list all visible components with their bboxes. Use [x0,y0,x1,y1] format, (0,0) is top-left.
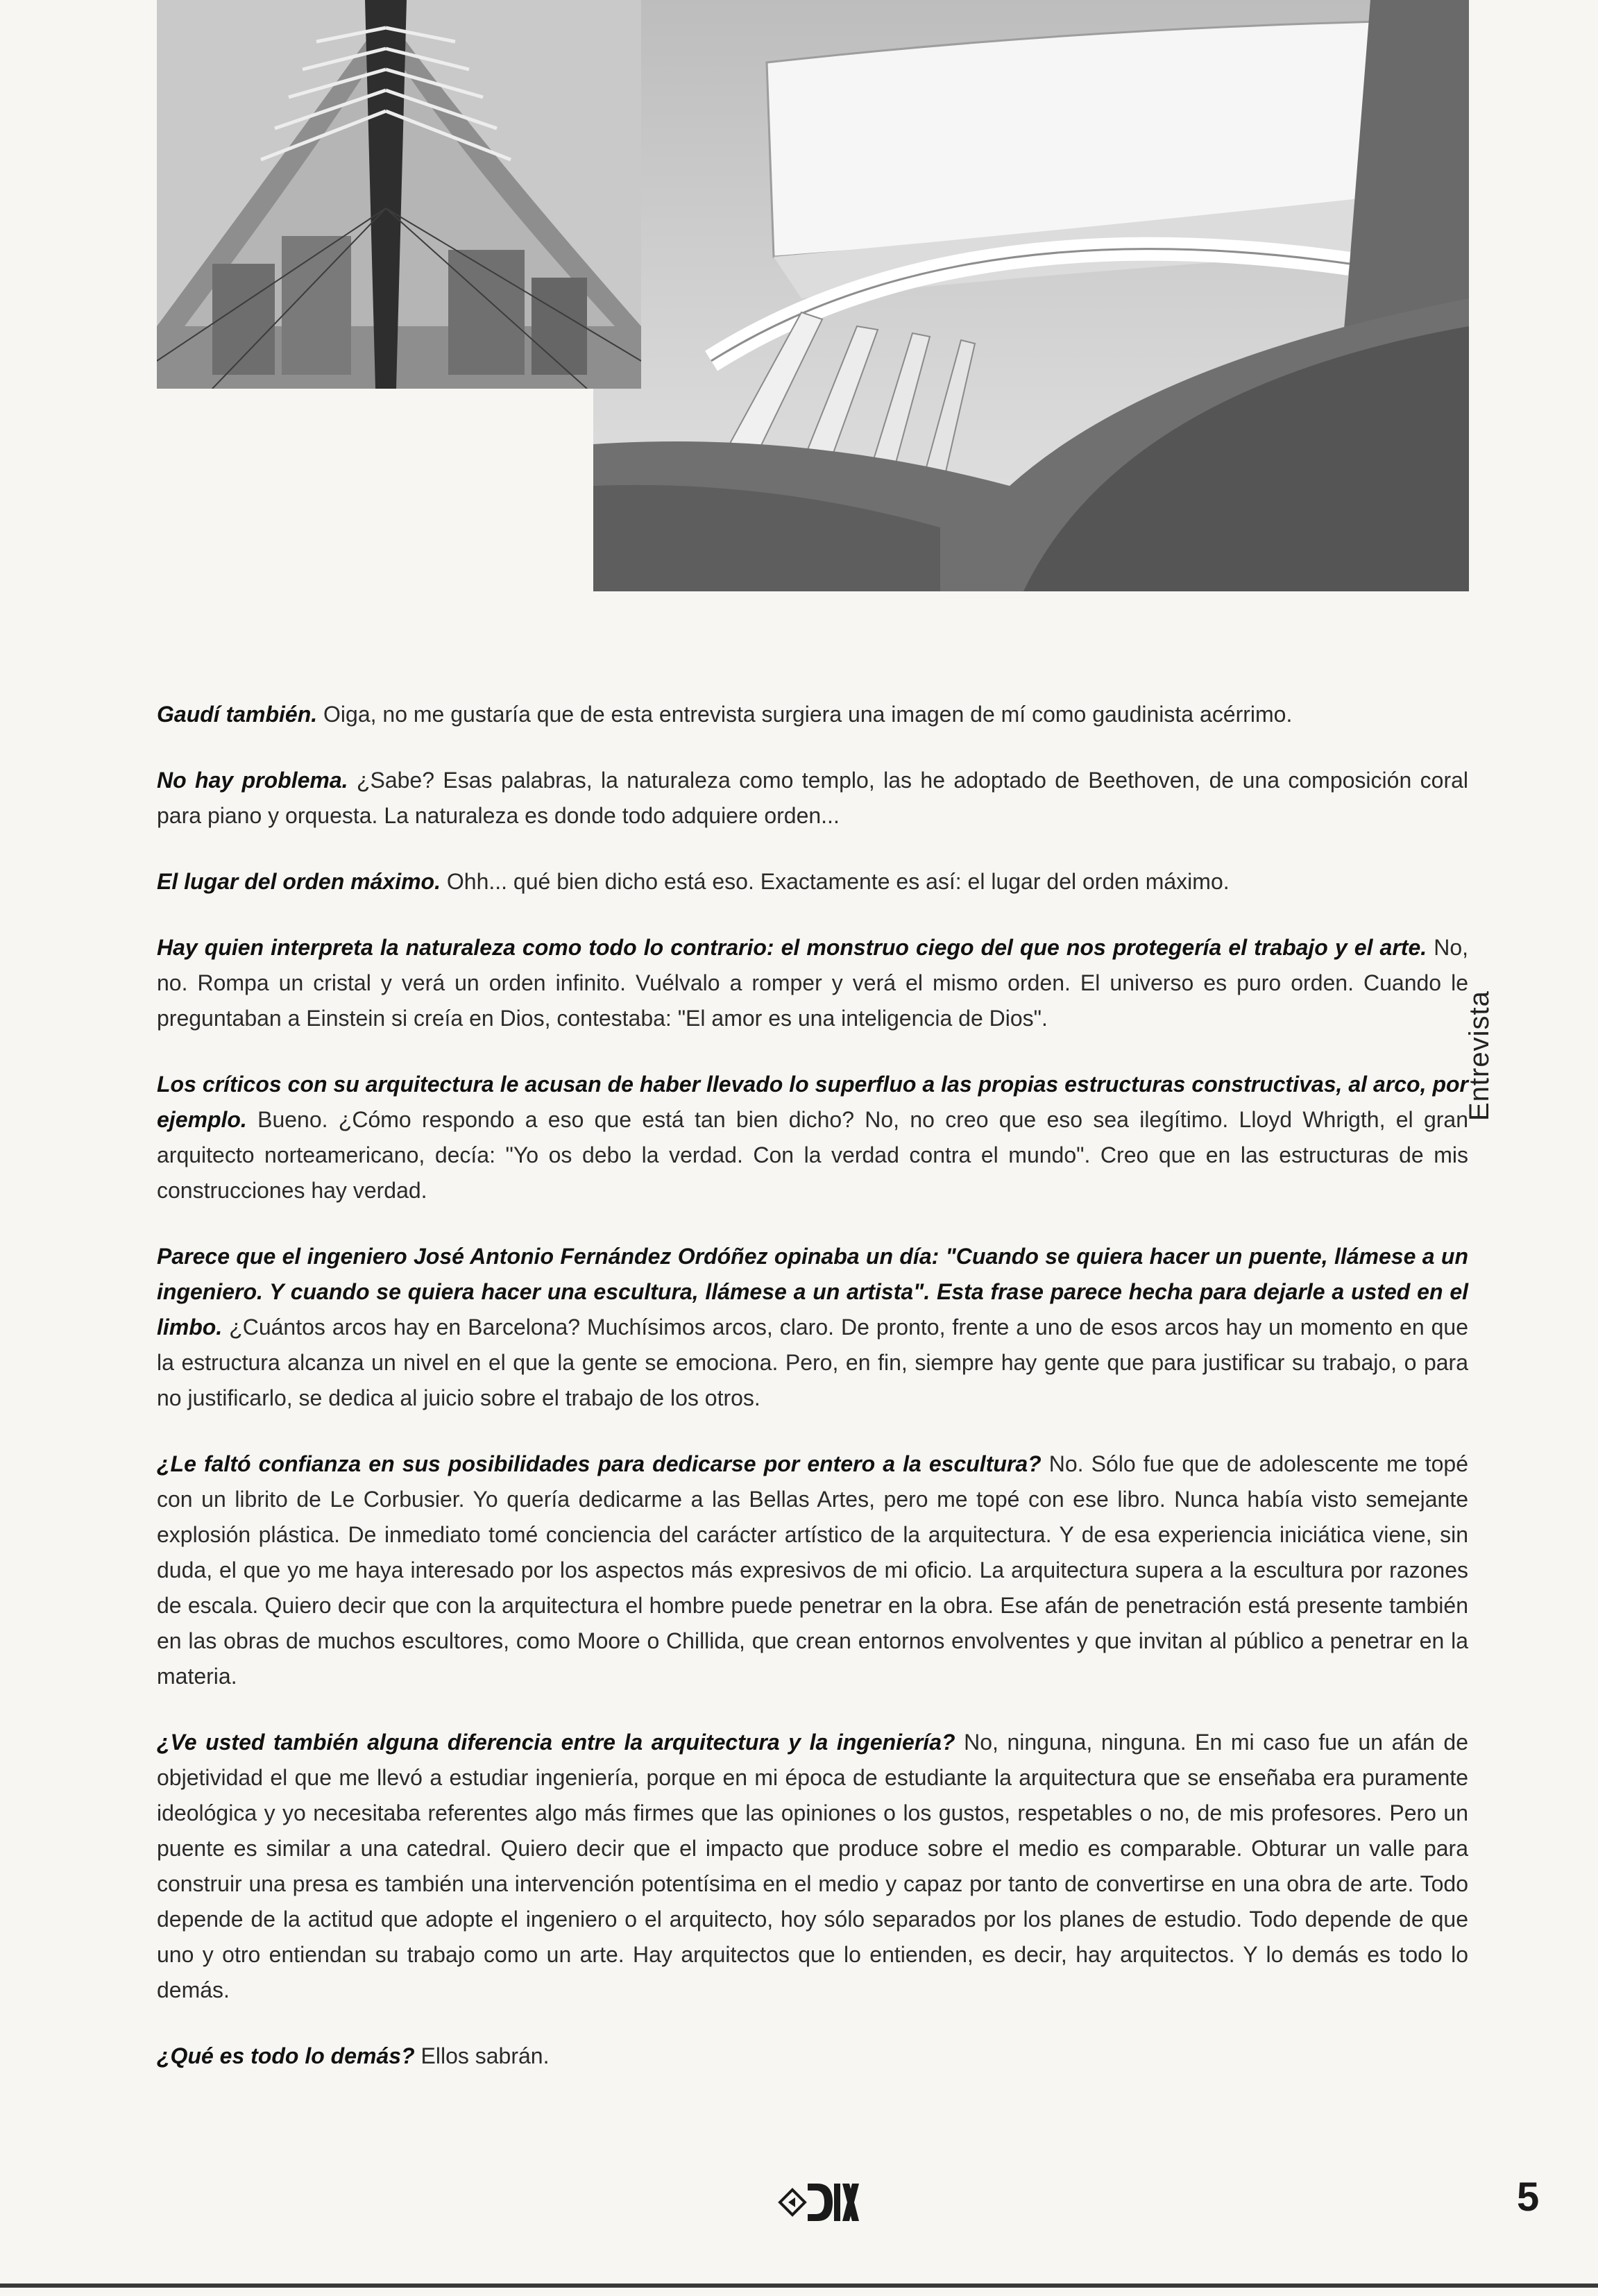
qa-paragraph [157,1725,1468,2008]
qa-paragraph [157,1239,1468,1416]
question-text: Parece que el ingeniero José Antonio Fernández Ordóñez opinaba un día: "Cuando se quiera hacer un puente, llámese a un ingeniero. Y cuando se quiera hacer una escultura, llámese a un artista". Esta frase parece hecha para dejarle a usted en el limbo. [157,1244,1468,1340]
interview-article [157,697,1468,2104]
dx-logo-icon [777,2178,860,2227]
answer-text: Ohh... qué bien dicho está eso. Exactamente es así: el lugar del orden máximo. [440,869,1230,894]
question-text: El lugar del orden máximo. [157,869,441,894]
answer-text: No, no. Rompa un cristal y verá un orden infinito. Vuélvalo a romper y verá el mismo orden. El universo es puro orden. Cuando le preguntaban a Einstein si creía en Dios, contestaba: "El amor es una inteligencia de Dios". [157,935,1469,1031]
question-text: ¿Qué es todo lo demás? [157,2043,415,2068]
question-text: Los críticos con su arquitectura le acusan de haber llevado lo superfluo a las propias estructuras constructivas, al arco, por ejemplo. [157,1072,1468,1132]
qa-paragraph [157,864,1468,900]
question-text: No hay problema. [157,768,348,793]
question-text: ¿Ve usted también alguna diferencia entre la arquitectura y la ingeniería? [157,1730,955,1755]
answer-text: Bueno. ¿Cómo respondo a eso que está tan bien dicho? No, no creo que eso sea ilegítimo. Lloyd Whrigth, el gran arquitecto norteamericano, decía: "Yo os debo la verdad. Con la verdad contra el mundo". Creo que en las estructuras de mis construcciones hay verdad. [157,1107,1468,1203]
qa-paragraph [157,2038,1468,2074]
bottom-rule [0,2284,1598,2288]
question-text: Gaudí también. [157,702,318,727]
photo-icon [593,0,1469,591]
answer-text: Oiga, no me gustaría que de esta entrevista surgiera una imagen de mí como gaudinista acérrimo. [317,702,1293,727]
qa-paragraph [157,1446,1468,1694]
bridge-arch-photo [157,0,641,389]
qa-paragraph [157,1067,1468,1208]
answer-text: No. Sólo fue que de adolescente me topé con un librito de Le Corbusier. Yo quería dedicarme a las Bellas Artes, pero me topé con ese libro. Nunca había visto semejante explosión plástica. De inmediato tomé conciencia del carácter artístico de la arquitectura. Y de esa experiencia iniciática viene, sin duda, el que yo me haya interesado por los aspectos más expresivos de mi oficio. La arquitectura supera a la escultura por razones de escala. Quiero decir que con la arquitectura el hombre puede penetrar en la obra. Ese afán de penetración está presente también en las obras de muchos escultores, como Moore o Chillida, que crean entornos envolventes y que invitan al público a penetrar en la materia. [157,1451,1468,1689]
question-text: ¿Le faltó confianza en sus posibilidades para dedicarse por entero a la escultura? [157,1451,1042,1476]
section-label: Entrevista [1464,990,1495,1121]
qa-paragraph [157,930,1468,1036]
page-number: 5 [1517,2175,1540,2220]
answer-text: No, ninguna, ninguna. En mi caso fue un afán de objetividad el que me llevó a estudiar ingeniería, porque en mi época de estudiante la arquitectura que se enseñaba era puramente ideológica y yo necesitaba referentes algo más firmes que las opiniones o los gustos, respetables o no, de mis profesores. Pero un puente es similar a una catedral. Quiero decir que el impacto que produce sobre el medio es comparable. Obturar un valle para construir una presa es también una intervención potentísima en el medio y capaz por tanto de convertirse en una obra de arte. Todo depende de la actitud que adopte el ingeniero o el arquitecto, hoy sólo separados por los planes de estudio. Todo depende de que uno y otro entiendan su trabajo como un arte. Hay arquitectos que lo entienden, es decir, hay arquitectos. Y lo demás es todo lo demás. [157,1730,1469,2002]
photo-icon [157,0,641,389]
qa-paragraph [157,763,1468,834]
building-arch-photo [593,0,1469,591]
question-text: Hay quien interpreta la naturaleza como todo lo contrario: el monstruo ciego del que nos protegería el trabajo y el arte. [157,935,1427,960]
answer-text: ¿Sabe? Esas palabras, la naturaleza como templo, las he adoptado de Beethoven, de una composición coral para piano y orquesta. La naturaleza es donde todo adquiere orden... [157,768,1469,828]
qa-paragraph [157,697,1468,732]
dx-logo [777,2178,860,2227]
answer-text: Ellos sabrán. [414,2043,550,2068]
answer-text: ¿Cuántos arcos hay en Barcelona? Muchísimos arcos, claro. De pronto, frente a uno de esos arcos hay un momento en que la estructura alcanza un nivel en el que la gente se emociona. Pero, en fin, siempre hay gente que para justificar su trabajo, o para no justificarlo, se dedica al juicio sobre el trabajo de los otros. [157,1315,1468,1410]
